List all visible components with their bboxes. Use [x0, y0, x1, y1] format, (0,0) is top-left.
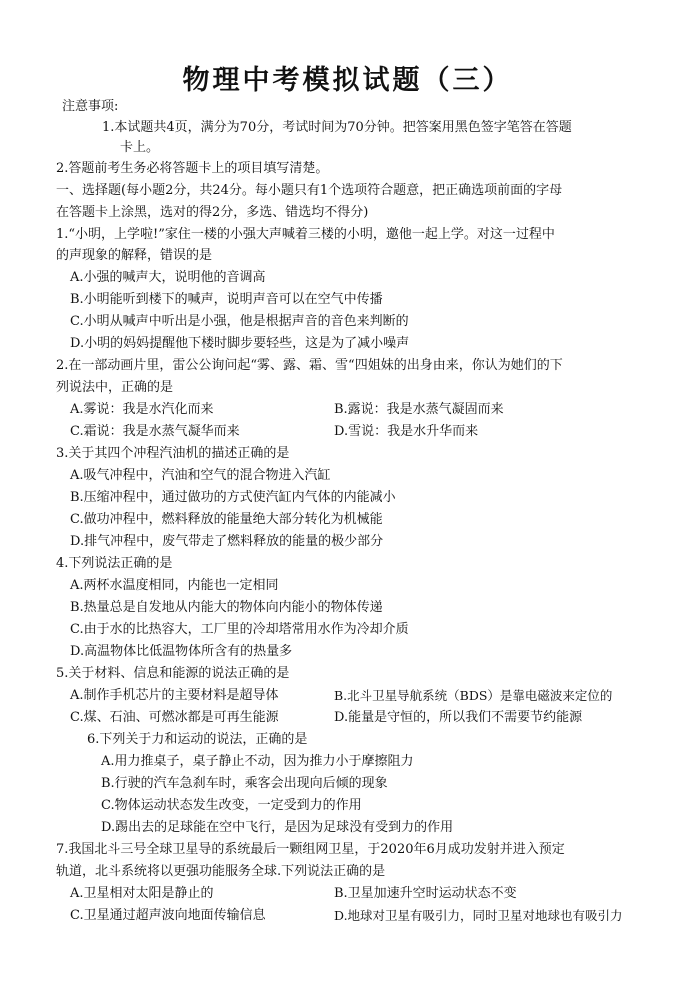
option-c: C.做功冲程中，燃料释放的能量绝大部分转化为机械能 — [70, 512, 383, 527]
option-d: D.踢出去的足球能在空中飞行，是因为足球没有受到力的作用 — [101, 820, 454, 835]
section-heading: 一、选择题(每小题2分，共24分。每小题只有1个选项符合题意，把正确选项前面的字母 — [56, 183, 563, 198]
option-a: A.两杯水温度相同，内能也一定相同 — [70, 578, 279, 593]
note-item-2: 2.答题前考生务必将答题卡上的项目填写清楚。 — [56, 161, 329, 176]
page-title: 物理中考模拟试题（三） — [182, 65, 513, 96]
option-c: C.由于水的比热容大，工厂里的冷却塔常用水作为冷却介质 — [70, 622, 409, 637]
option-b: B.北斗卫星导航系统（BDS）是靠电磁波来定位的 — [334, 688, 613, 703]
notes-heading: 注意事项: — [62, 99, 119, 114]
option-a: A.制作手机芯片的主要材料是超导体 — [70, 688, 279, 703]
option-b: B.卫星加速升空时运动状态不变 — [334, 886, 517, 901]
option-a: A.卫星相对太阳是静止的 — [70, 886, 214, 901]
option-a: A.小强的喊声大，说明他的音调高 — [70, 270, 266, 285]
option-d: D.小明的妈妈提醒他下楼时脚步要轻些，这是为了减小噪声 — [70, 336, 410, 351]
option-c: C.煤、石油、可燃冰都是可再生能源 — [70, 710, 279, 725]
option-b: B.小明能听到楼下的喊声，说明声音可以在空气中传播 — [70, 292, 383, 307]
option-b: B.行驶的汽车急刹车时，乘客会出现向后倾的现象 — [101, 776, 388, 791]
option-b: B.热量总是自发地从内能大的物体向内能小的物体传递 — [70, 600, 383, 615]
question-stem: 2.在一部动画片里，雷公公询问起“雾、露、霜、雪“四姐妹的出身由来，你认为她们的下 — [56, 358, 563, 373]
question-stem: 7.我国北斗三号全球卫星导的系统最后一颗组网卫星，于2020年6月成功发射并进入预定 — [56, 842, 565, 857]
question-stem: 6.下列关于力和运动的说法，正确的是 — [87, 732, 308, 747]
question-stem: 5.关于材料、信息和能源的说法正确的是 — [56, 666, 290, 681]
option-d: D.排气冲程中，废气带走了燃料释放的能量的极少部分 — [70, 534, 384, 549]
option-c: C.霜说：我是水蒸气凝华而来 — [70, 424, 240, 439]
option-c: C.小明从喊声中听出是小强，他是根据声音的音色来判断的 — [70, 314, 409, 329]
option-b: B.压缩冲程中，通过做功的方式使汽缸内气体的内能减小 — [70, 490, 396, 505]
option-d: D.雪说：我是水升华而来 — [334, 424, 479, 439]
question-stem-cont: 列说法中，正确的是 — [56, 380, 174, 395]
option-a: A.雾说：我是水汽化而来 — [70, 402, 214, 417]
question-stem: 1.“小明，上学啦!”家住一楼的小强大声喊着三楼的小明，邀他一起上学。对这一过程中 — [56, 227, 555, 242]
question-stem: 3.关于其四个冲程汽油机的描述正确的是 — [56, 446, 290, 461]
note-item-1-cont: 卡上。 — [120, 140, 160, 155]
option-d: D.高温物体比低温物体所含有的热量多 — [70, 644, 293, 659]
note-item-1: 1.本试题共4页，满分为70分，考试时间为70分钟。把答案用黑色签字笔答在答题 — [102, 120, 572, 135]
section-heading-cont: 在答题卡上涂黑，选对的得2分，多选、错选均不得分) — [56, 205, 369, 220]
option-a: A.吸气冲程中，汽油和空气的混合物进入汽缸 — [70, 468, 331, 483]
option-b: B.露说：我是水蒸气凝固而来 — [334, 402, 504, 417]
question-stem: 4.下列说法正确的是 — [56, 556, 173, 571]
question-stem-cont: 的声现象的解释，错误的是 — [56, 248, 213, 263]
option-c: C.物体运动状态发生改变，一定受到力的作用 — [101, 798, 362, 813]
question-stem-cont: 轨道，北斗系统将以更强功能服务全球.下列说法正确的是 — [56, 864, 386, 879]
option-a: A.用力推桌子，桌子静止不动，因为推力小于摩擦阻力 — [101, 754, 414, 769]
option-d: D.能量是守恒的，所以我们不需要节约能源 — [334, 710, 583, 725]
option-d: D.地球对卫星有吸引力，同时卫星对地球也有吸引力 — [334, 908, 623, 923]
option-c: C.卫星通过超声波向地面传输信息 — [70, 908, 266, 923]
